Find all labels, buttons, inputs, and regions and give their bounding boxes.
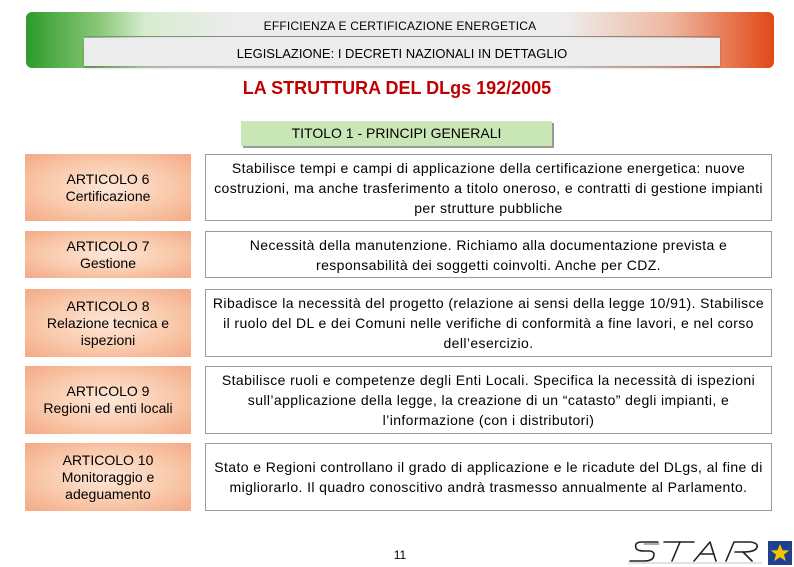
header-subtitle: LEGISLAZIONE: I DECRETI NAZIONALI IN DETTAGLIO: [236, 46, 568, 61]
article-description-10: [205, 443, 772, 511]
article-description-text: Stabilisce ruoli e competenze degli Enti Locali. Specifica la necessità di ispezioni sull’applicazione della legge, la creazione di un “catasto” degli impianti, e l’informazione (con i distributori): [221, 372, 756, 428]
article-box-7: [25, 231, 191, 278]
star-logo: [628, 538, 764, 564]
article-box-9: [25, 366, 191, 434]
article-box-8: [25, 289, 191, 357]
article-description-8: [205, 289, 772, 357]
article-subheading: Monitoraggio e adeguamento: [61, 468, 155, 502]
article-description-text: Ribadisce la necessità del progetto (relazione ai sensi della legge 10/91). Stabilisce il ruolo del DL e dei Comuni nelle verifiche di conformità a fine lavori, e nel corso dell’esercizio.: [212, 295, 765, 351]
section-badge: [241, 121, 552, 146]
section-label: TITOLO 1 - PRINCIPI GENERALI: [291, 125, 502, 141]
article-heading: ARTICOLO 9: [66, 383, 150, 399]
article-description-7: [205, 231, 772, 278]
article-heading: ARTICOLO 10: [62, 451, 154, 468]
article-heading: ARTICOLO 6: [66, 170, 150, 187]
article-description-9: [205, 366, 772, 434]
article-box-10: [25, 443, 191, 511]
article-description-text: Stato e Regioni controllano il grado di applicazione e le ricadute del DLgs, al fine di migliorarlo. Il quadro conoscitivo andrà trasmesso annualmente al Parlamento.: [214, 459, 763, 495]
star-emblem-icon: [768, 541, 792, 565]
article-subheading: Certificazione: [65, 187, 151, 204]
header-divider: [84, 36, 720, 37]
article-subheading: Gestione: [79, 254, 137, 271]
article-description-text: Stabilisce tempi e campi di applicazione della certificazione energetica: nuove costruzioni, ma anche trasferimento a titolo oneroso, e contratti di gestione impianti per strutture pubbliche: [214, 159, 763, 216]
article-description-text: Necessità della manutenzione. Richiamo alla documentazione prevista e responsabilità dei soggetti coinvolti. Anche per CDZ.: [249, 236, 728, 273]
article-subheading: Regioni ed enti locali: [43, 400, 173, 416]
slide-title: LA STRUTTURA DEL DLgs 192/2005: [242, 78, 552, 98]
article-heading: ARTICOLO 8: [66, 297, 150, 314]
article-subheading: Relazione tecnica e ispezioni: [46, 314, 170, 348]
article-description-6: [205, 154, 772, 221]
article-box-6: [25, 154, 191, 221]
header-title: EFFICIENZA E CERTIFICAZIONE ENERGETICA: [263, 19, 537, 33]
article-heading: ARTICOLO 7: [66, 237, 150, 254]
page-number: 11: [393, 548, 407, 562]
